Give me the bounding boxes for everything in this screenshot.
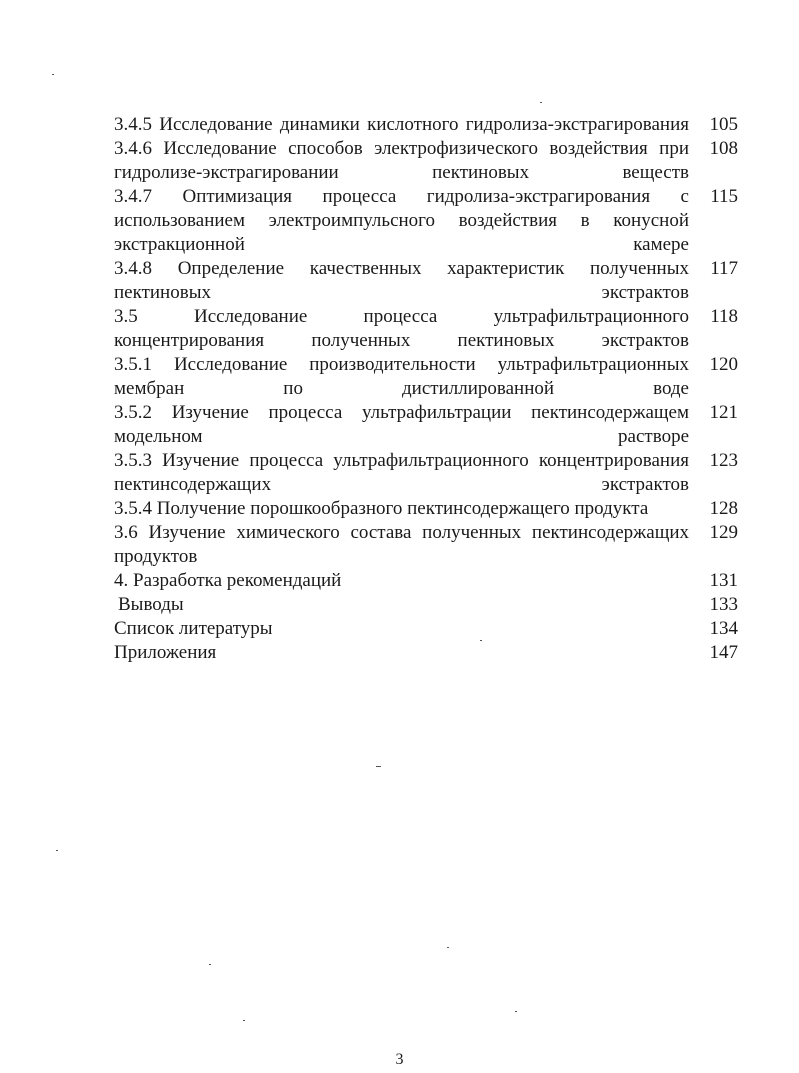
toc-entry (114, 641, 738, 665)
toc-entry (114, 521, 738, 569)
toc-entry (114, 569, 738, 593)
scan-speck (480, 640, 482, 641)
toc-entry-title: 3.5.4 Получение порошкообразного пектинсодержащего продукта (114, 498, 649, 519)
page-number: 3 (395, 1051, 404, 1068)
toc-entry (114, 305, 738, 353)
toc-entry-page: 128 (709, 498, 738, 519)
toc-entry (114, 113, 738, 137)
toc-entry-title: 3.6 Изучение химического состава полученных пектинсодержащих продуктов (114, 522, 689, 567)
toc-entry-page: 131 (709, 570, 738, 591)
toc-entry-title: 3.4.6 Исследование способов электрофизического воздействия при гидролизе-экстрагировании пектиновых веществ (114, 138, 689, 183)
toc-entry (114, 353, 738, 401)
toc-entry-page: 147 (709, 642, 738, 663)
toc-entry (114, 449, 738, 497)
scan-speck (56, 850, 58, 851)
toc-entry-page: 133 (709, 594, 738, 615)
scan-speck (209, 964, 211, 965)
toc-entry-page: 118 (710, 306, 738, 327)
toc-entry-title: Выводы (118, 594, 184, 615)
toc-entry-title: 3.4.8 Определение качественных характеристик полученных пектиновых экстрактов (114, 258, 689, 303)
scan-speck (540, 102, 542, 103)
toc-entry-page: 108 (709, 138, 738, 159)
toc-entry-page: 123 (709, 450, 738, 471)
toc-entry (114, 185, 738, 257)
toc-entry-page: 134 (709, 618, 738, 639)
scan-speck (447, 947, 449, 948)
scan-speck (515, 1011, 517, 1012)
toc-entry-page: 121 (709, 402, 738, 423)
toc-entry-title: 3.5 Исследование процесса ультрафильтрационного концентрирования полученных пектиновых экстрактов (114, 306, 689, 351)
toc-entry-title: Список литературы (114, 618, 273, 639)
toc-entry-page: 129 (709, 522, 738, 543)
toc-entry-title: 3.4.7 Оптимизация процесса гидролиза-экстрагирования с использованием электроимпульсного воздействия в конусной экстракционной камере (114, 186, 689, 255)
toc-entry (114, 497, 738, 521)
toc-entry-page: 105 (709, 114, 738, 135)
toc-entry-title: 3.5.2 Изучение процесса ультрафильтрации пектинсодержащем модельном растворе (114, 402, 689, 447)
toc-entry (114, 257, 738, 305)
toc-entry-title: Приложения (114, 642, 217, 663)
toc-entry-page: 115 (710, 186, 738, 207)
toc-entry-title: 4. Разработка рекомендаций (114, 570, 342, 591)
toc-entry-page: 117 (710, 258, 738, 279)
toc-entry-page: 120 (709, 354, 738, 375)
toc-entry-title: 3.5.3 Изучение процесса ультрафильтрационного концентрирования пектинсодержащих экстрактов (114, 450, 689, 495)
toc-entry-title: 3.5.1 Исследование производительности ультрафильтрационных мембран по дистиллированной воде (114, 354, 689, 399)
scan-speck (52, 74, 54, 75)
toc-entry (114, 617, 738, 641)
scan-speck (243, 1020, 245, 1021)
toc-entry (114, 593, 738, 617)
scan-speck (376, 766, 381, 767)
table-of-contents (114, 113, 738, 665)
toc-entry (114, 401, 738, 449)
toc-entry-title: 3.4.5 Исследование динамики кислотного гидролиза-экстрагирования (114, 114, 689, 135)
toc-entry (114, 137, 738, 185)
